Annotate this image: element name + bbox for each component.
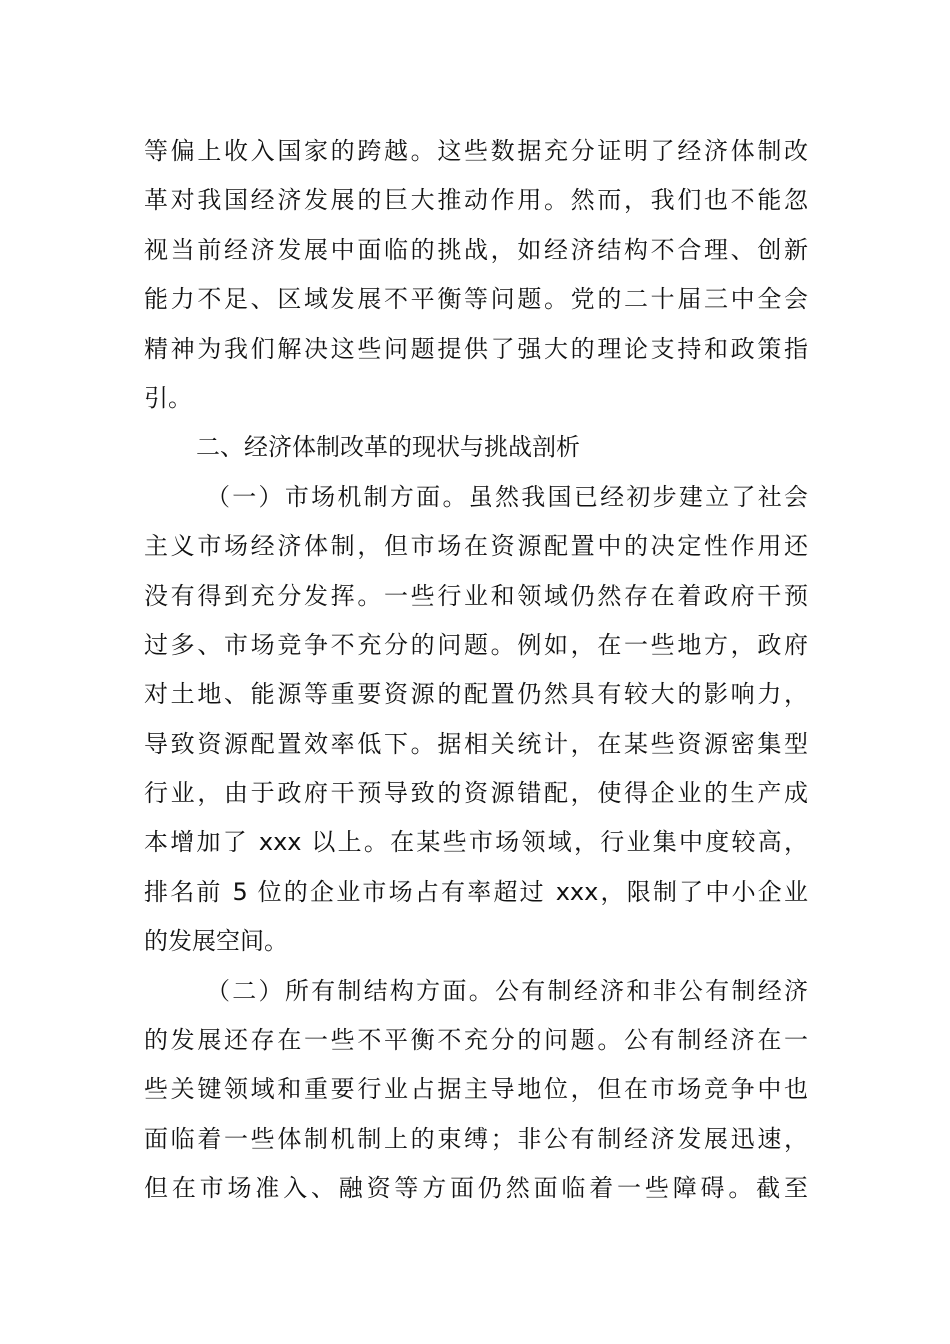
paragraph-line: 视当前经济发展中面临的挑战，如经济结构不合理、创新	[144, 235, 808, 264]
paragraph-line: 些关键领域和重要行业占据主导地位，但在市场竞争中也	[144, 1075, 808, 1104]
paragraph-line: 没有得到充分发挥。一些行业和领域仍然存在着政府干预	[144, 581, 808, 610]
paragraph-line: 过多、市场竞争不充分的问题。例如，在一些地方，政府	[144, 630, 808, 659]
paragraph-line: 行业，由于政府干预导致的资源错配，使得企业的生产成	[144, 779, 808, 808]
paragraph-line: 面临着一些体制机制上的束缚；非公有制经济发展迅速，	[144, 1124, 808, 1153]
paragraph-line: 对土地、能源等重要资源的配置仍然具有较大的影响力，	[144, 680, 808, 709]
paragraph-line: 革对我国经济发展的巨大推动作用。然而，我们也不能忽	[144, 186, 808, 215]
paragraph-line: 等偏上收入国家的跨越。这些数据充分证明了经济体制改	[144, 137, 808, 165]
paragraph-line: 的发展还存在一些不平衡不充分的问题。公有制经济在一	[144, 1026, 808, 1055]
paragraph-line: 精神为我们解决这些问题提供了强大的理论支持和政策指	[144, 334, 808, 363]
paragraph-line: 但在市场准入、融资等方面仍然面临着一些障碍。截至	[144, 1174, 808, 1203]
paragraph-line: 的发展空间。	[144, 927, 288, 956]
paragraph-line: 主义市场经济体制，但市场在资源配置中的决定性作用还	[144, 532, 808, 561]
section-heading: 二、经济体制改革的现状与挑战剖析	[196, 433, 580, 462]
paragraph-line: 本增加了 xxx 以上。在某些市场领域，行业集中度较高，	[144, 828, 808, 857]
subsection-heading-line: （一）市场机制方面。虽然我国已经初步建立了社会	[206, 482, 808, 511]
subsection-heading-line: （二）所有制结构方面。公有制经济和非公有制经济	[206, 976, 808, 1005]
paragraph-line: 排名前 5 位的企业市场占有率超过 xxx，限制了中小企业	[144, 877, 808, 906]
document-body	[144, 127, 808, 1214]
paragraph-line: 引。	[144, 383, 192, 412]
paragraph-line: 能力不足、区域发展不平衡等问题。党的二十届三中全会	[144, 285, 808, 314]
paragraph-line: 导致资源配置效率低下。据相关统计，在某些资源密集型	[144, 729, 808, 758]
